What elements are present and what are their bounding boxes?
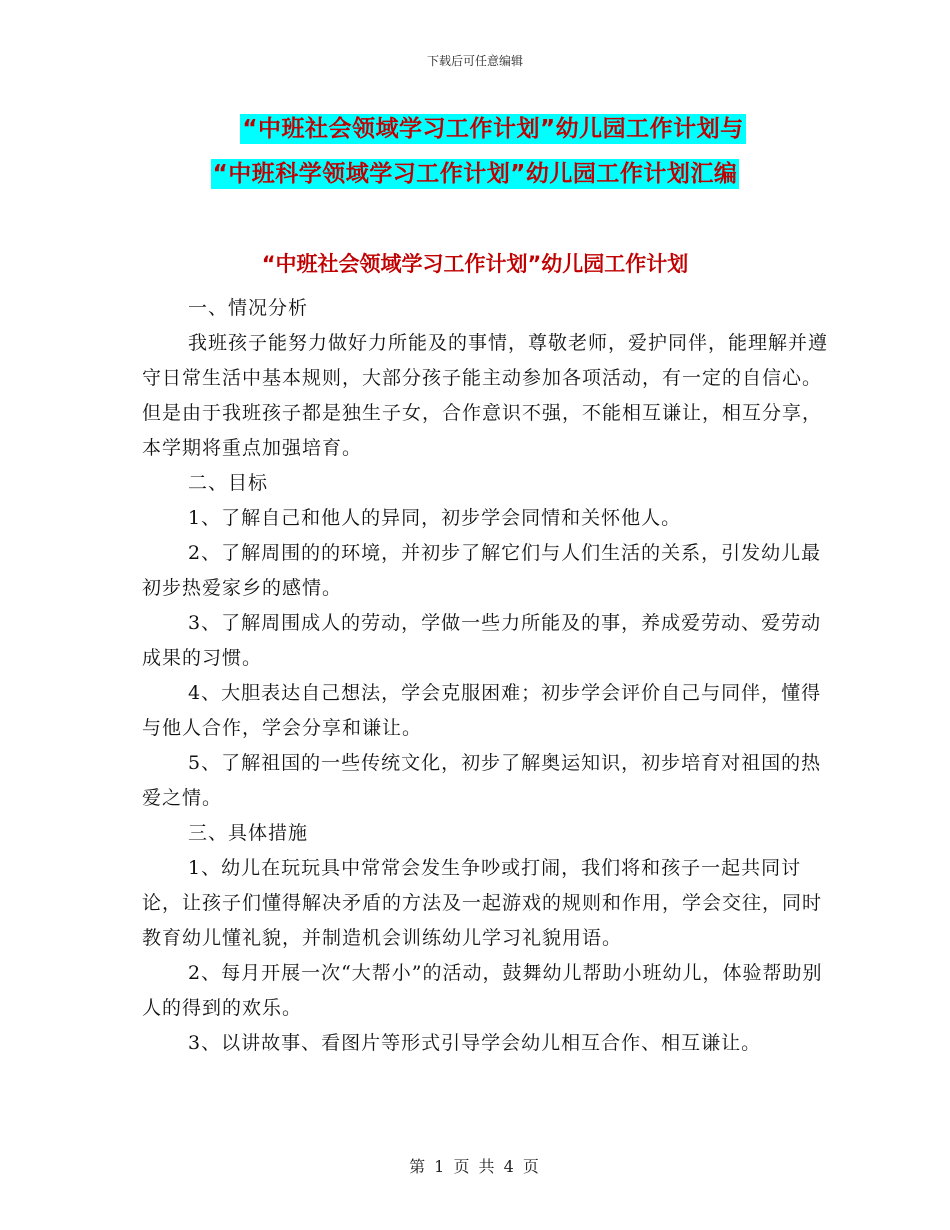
page-header: 下载后可任意编辑 — [426, 54, 523, 68]
title-highlight-1: “中班社会领域学习工作计划”幼儿园工作计划与 — [242, 116, 744, 142]
goal-item-2: 2、了解周围的的环境，并初步了解它们与人们生活的关系，引发幼儿最初步热爱家乡的感情。 — [142, 542, 822, 599]
measure-item-3: 3、以讲故事、看图片等形式引导学会幼儿相互合作、相互谦让。 — [188, 1032, 762, 1054]
measure-item-2: 2、每月开展一次“大帮小”的活动，鼓舞幼儿帮助小班幼儿，体验帮助别人的得到的欢乐。 — [142, 962, 823, 1019]
measure-item-1: 1、幼儿在玩玩具中常常会发生争吵或打闹，我们将和孩子一起共同讨论，让孩子们懂得解决矛盾的方法及一起游戏的规则和作用，学会交往，同时教育幼儿懂礼貌，并制造机会训练幼儿学习礼貌用语。 — [142, 857, 823, 949]
goal-item-5: 5、了解祖国的一些传统文化，初步了解奥运知识，初步培育对祖国的热爱之情。 — [142, 752, 822, 809]
document-title-line-1 — [0, 112, 950, 146]
heading-measures: 三、具体措施 — [188, 822, 309, 844]
section-title: “中班社会领域学习工作计划”幼儿园工作计划 — [261, 252, 689, 276]
heading-situation-analysis: 一、情况分析 — [188, 297, 309, 319]
document-body — [142, 291, 832, 1061]
paragraph-situation: 我班孩子能努力做好力所能及的事情，尊敬老师，爱护同伴，能理解并遵守日常生活中基本规则，大部分孩子能主动参加各项活动，有一定的自信心。但是由于我班孩子都是独生子女，合作意识不强，不能相互谦让，相互分享，本学期将重点加强培育。 — [142, 332, 829, 459]
document-title-line-2 — [0, 157, 950, 191]
goal-item-4: 4、大胆表达自己想法，学会克服困难；初步学会评价自己与同伴，懂得与他人合作，学会分享和谦让。 — [142, 682, 822, 739]
page-number-footer: 第 1 页 共 4 页 — [409, 1157, 541, 1176]
goal-item-1: 1、了解自己和他人的异同，初步学会同情和关怀他人。 — [188, 507, 682, 529]
goal-item-3: 3、了解周围成人的劳动，学做一些力所能及的事，养成爱劳动、爱劳动成果的习惯。 — [142, 612, 822, 669]
heading-goals: 二、目标 — [188, 472, 269, 494]
title-highlight-2: “中班科学领域学习工作计划”幼儿园工作计划汇编 — [212, 161, 738, 187]
